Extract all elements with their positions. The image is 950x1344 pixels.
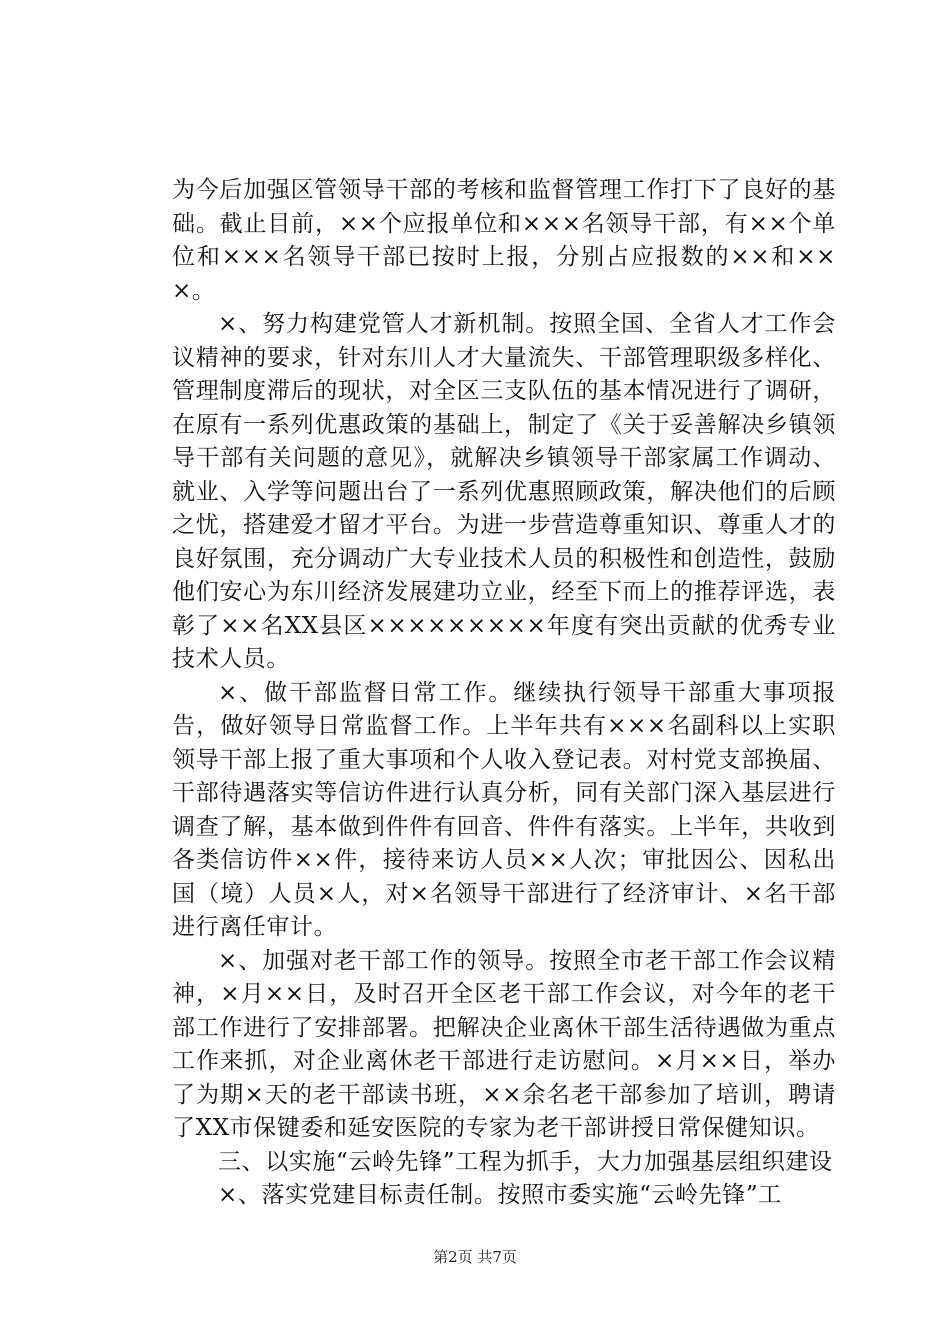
paragraph-cadre-supervision: ×、做干部监督日常工作。继续执行领导干部重大事项报告，做好领导日常监督工作。上半年共有×××名副科以上实职领导干部上报了重大事项和个人收入登记表。对村党支部换届、干部待遇落实等信访件进行认真分析，同有关部门深入基层进行调查了解，基本做到件件有回音、件件有落实。上半年，共收到各类信访件××件，接待来访人员××人次；审批因公、因私出国（境）人员×人，对×名领导干部进行了经济审计、×名干部进行离任审计。 xyxy=(172,679,836,940)
paragraph-continuation: 为今后加强区管领导干部的考核和监督管理工作打下了良好的基础。截止目前，××个应报单位和×××名领导干部，有××个单位和×××名领导干部已按时上报，分别占应报数的××和×××。 xyxy=(172,177,836,304)
section-heading-three: 三、以实施“云岭先锋”工程为抓手，大力加强基层组织建设 xyxy=(218,1148,833,1175)
paragraph-talent-mechanism: ×、努力构建党管人才新机制。按照全国、全省人才工作会议精神的要求，针对东川人才大量流失、干部管理职级多样化、管理制度滞后的现状，对全区三支队伍的基本情况进行了调研，在原有一系列优惠政策的基础上，制定了《关于妥善解决乡镇领导干部有关问题的意见》，就解决乡镇领导干部家属工作调动、就业、入学等问题出台了一系列优惠照顾政策，解决他们的后顾之忧，搭建爱才留才平台。为进一步营造尊重知识、尊重人才的良好氛围，充分调动广大专业技术人员的积极性和创造性，鼓励他们安心为东川经济发展建功立业，经至下而上的推荐评选，表彰了××名XX县区×××××××××年度有突出贡献的优秀专业技术人员。 xyxy=(172,311,836,672)
document-body xyxy=(172,174,836,1213)
paragraph-party-building-responsibility: ×、落实党建目标责任制。按照市委实施“云岭先锋”工 xyxy=(218,1182,782,1208)
page-number: 第2页 共7页 xyxy=(433,1248,517,1266)
paragraph-veteran-cadre-work: ×、加强对老干部工作的领导。按照全市老干部工作会议精神，×月××日，及时召开全区老干部工作会议，对今年的老干部工作进行了安排部署。把解决企业离休干部生活待遇做为重点工作来抓，对企业离休老干部进行走访慰问。×月××日，举办了为期×天的老干部读书班，××余名老干部参加了培训，聘请了XX市保键委和延安医院的专家为老干部讲授日常保健知识。 xyxy=(172,947,836,1141)
